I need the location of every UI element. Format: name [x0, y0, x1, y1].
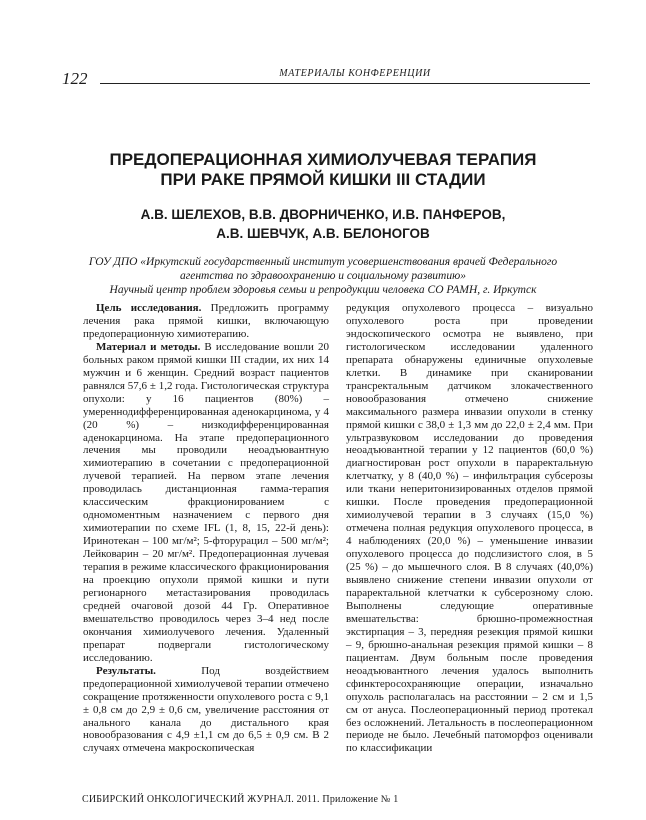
right-column	[346, 302, 593, 755]
affiliation-line-2: агентства по здравоохранению и социальному развитию»	[180, 270, 466, 282]
results-paragraph	[83, 665, 329, 756]
header-rule-right	[122, 83, 590, 84]
authors-line-1: А.В. ШЕЛЕХОВ, В.В. ДВОРНИЧЕНКО, И.В. ПАНФЕРОВ,	[140, 207, 506, 222]
article-affiliations	[60, 255, 586, 297]
header-rule-left	[100, 83, 122, 84]
title-line-1: ПРЕДОПЕРАЦИОННАЯ ХИМИОЛУЧЕВАЯ ТЕРАПИЯ	[109, 150, 537, 169]
authors-line-2: А.В. ШЕВЧУК, А.В. БЕЛОНОГОВ	[216, 226, 430, 241]
affiliation-line-1: ГОУ ДПО «Иркутский государственный институт усовершенствования врачей Федерального	[88, 256, 558, 268]
left-column	[83, 302, 329, 755]
aim-paragraph	[83, 302, 329, 341]
article-title	[60, 150, 586, 190]
journal-footer: СИБИРСКИЙ ОНКОЛОГИЧЕСКИЙ ЖУРНАЛ. 2011. Приложение № 1	[82, 794, 399, 805]
affiliation-line-3: Научный центр проблем здоровья семьи и репродукции человека СО РАМН, г. Иркутск	[109, 284, 537, 296]
title-line-2: ПРИ РАКЕ ПРЯМОЙ КИШКИ III СТАДИИ	[160, 170, 486, 189]
methods-paragraph	[83, 341, 329, 665]
section-header: МАТЕРИАЛЫ КОНФЕРЕНЦИИ	[279, 68, 431, 79]
page-number: 122	[62, 69, 88, 88]
methods-heading: Материал и методы.	[96, 340, 201, 353]
aim-text: Предложить программу лечения рака прямой кишки, включающую предоперационную химиотерапию.	[83, 302, 329, 340]
methods-text: В исследование вошли 20 больных раком прямой кишки III стадии, их них 14 мужчин и 6 женщин. Средний возраст пациентов равнялся 57,6 ± 1,2 года. Гистологическая структура опухоли: у 16 пациентов (80%) – умереннодифференцированная аденокарцинома, у 4 (20 %) – низкодифференцированная аденокарцинома. На этапе предоперационного лечения мы проводили неоадъювантную химиотерапию в сочетании с предоперационной лучевой терапией. На первом этапе лечения проводилась дистанционная гамма-терапия классическим фракционированием с одномоментным назначением с первого дня химиотерапии по схеме IFL (1, 8, 15, 22-й день): Иринотекан – 100 мг/м²; 5-фторурацил – 500 мг/м²; Лейковарин – 20 мг/м². Предоперационная лучевая терапия в режиме классического фракционирования на проекцию опухоли прямой кишки и пути регионарного метастазирования проводилась средней очаговой дозой 44 Гр. Оперативное вмешательство проводилось через 3–4 нед после окончания химиолучевого лечения. Удаленный препарат подвергали гистологическому исследованию.	[83, 340, 329, 664]
results-heading: Результаты.	[96, 664, 156, 677]
aim-heading: Цель исследования.	[96, 302, 202, 314]
article-authors	[60, 205, 586, 243]
results-text: Под воздействием предоперационной химиолучевой терапии отмечено сокращение протяженности опухолевого роста с 9,1 ± 0,8 см до 2,9 ± 0,6 см, увеличение расстояния от анального канала до дистального края новообразования с 4,9 ±1,1 см до 6,5 ± 0,9 см. В 2 случаях отмечена макроскопическая	[83, 664, 329, 755]
right-column-paragraph: редукция опухолевого процесса – визуально опухолевого роста при проведении эндоскопического осмотра не выявлено, при гистологическом исследовании удаленного препарата обнаружены единичные опухолевые клетки. В динамике при сканировании трансректальным датчиком злокачественного новообразования отмечено снижение максимального размера инвазии опухоли в стенку прямой кишки с 38,0 ± 1,3 мм до 22,0 ± 2,4 мм. При ультразвуковом исследовании до проведения неоадъювантной терапии у 12 пациентов (60,0 %) диагностирован рост опухоли в параректальную клетчатку, у 8 (40,0 %) – инфильтрация субсерозы или ткани неперитонизированных отделов прямой кишки. После проведения предоперационной химиолучевой терапии в 3 случаях (15,0 %) отмечена полная редукция опухолевого процесса, в 4 наблюдениях (20,0 %) – уменьшение инвазии опухолевого процесса до подслизистого слоя, в 5 (25 %) – до мышечного слоя. В 8 случаях (40,0%) выявлено снижение степени инвазии опухоли от параректальной клетчатки к субсерозному слою. Выполнены следующие оперативные вмешательства: брюшно-промежностная экстирпация – 3, передняя резекция прямой кишки – 9, брюшно-анальная резекция прямой кишки – 8 пациентам. Двум больным после проведения неоадъювантного лечения удалось выполнить сфинктеросохраняющие операции, изначально опухоль располагалась на расстоянии – 2 см и 1,5 см от ануса. Послеоперационный период протекал без осложнений. Летальность в послеоперационном периоде не было. Лечебный патоморфоз оценивали по классификации	[346, 302, 593, 755]
